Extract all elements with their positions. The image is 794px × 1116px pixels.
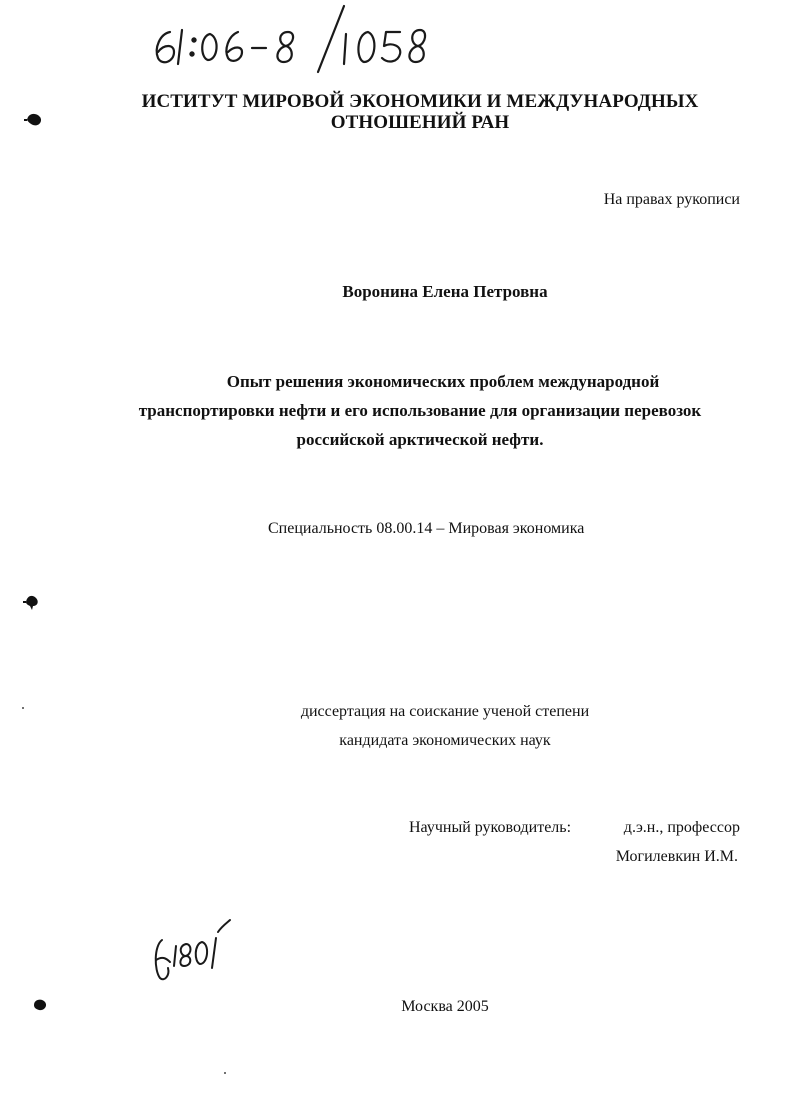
supervisor-degree: д.э.н., профессор — [623, 819, 740, 836]
binder-hole-mark — [28, 993, 52, 1017]
scan-speck — [22, 707, 24, 709]
manuscript-rights-note: На правах рукописи — [603, 191, 740, 208]
institute-name-line2: ОТНОШЕНИЙ РАН — [330, 112, 510, 133]
binder-hole-mark — [22, 108, 46, 132]
author-name: Воронина Елена Петровна — [342, 282, 548, 301]
handwritten-archive-code — [148, 2, 448, 74]
title-line2: транспортировки нефти и его использование для организации перевозок — [138, 401, 702, 420]
institute-name-line1: ИСТИТУТ МИРОВОЙ ЭКОНОМИКИ И МЕЖДУНАРОДНЫХ — [141, 91, 699, 112]
dissertation-title — [110, 367, 730, 454]
title-line3: российской арктической нефти. — [296, 430, 544, 449]
city-year: Москва 2005 — [401, 998, 489, 1015]
specialty: Специальность 08.00.14 – Мировая экономика — [268, 520, 585, 537]
degree-line2: кандидата экономических наук — [339, 732, 551, 749]
title-line1: Опыт решения экономических проблем международной — [226, 372, 660, 391]
supervisor-label: Научный руководитель: — [409, 819, 572, 836]
binder-hole-mark — [20, 588, 44, 612]
degree-line1: диссертация на соискание ученой степени — [300, 703, 590, 720]
scan-speck — [224, 1072, 226, 1074]
institute-name — [80, 91, 760, 133]
degree-statement — [200, 697, 690, 755]
supervisor-name: Могилевкин И.М. — [615, 848, 738, 865]
handwritten-signature — [148, 916, 232, 988]
